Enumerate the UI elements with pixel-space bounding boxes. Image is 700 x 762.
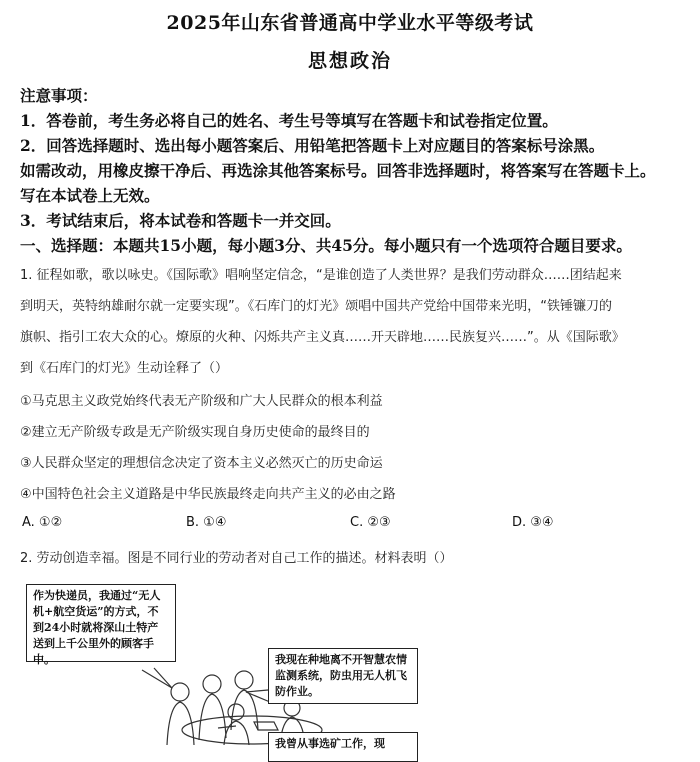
q1-statement: ②建立无产阶级专政是无产阶级实现自身历史使命的最终目的 xyxy=(20,425,370,440)
notice-heading: 注意事项： xyxy=(20,86,98,105)
farmer-speech-bubble: 我现在种地离不开智慧农情监测系统，防虫用无人机飞防作业。 xyxy=(268,648,418,704)
subject-title: 思想政治 xyxy=(307,50,392,72)
notice-line: 2．回答选择题时、选出每小题答案后、用铅笔把答题卡上对应题目的答案标号涂黑。 xyxy=(20,136,605,155)
q1-option-b: B. ①④ xyxy=(186,515,227,530)
exam-title: 2025年山东省普通高中学业水平等级考试 xyxy=(166,12,534,34)
q1-stem-line: 到明天，英特纳雄耐尔就一定要实现”。《石库门的灯光》颂唱中国共产党给中国带来光明，“铁锤镰刀的 xyxy=(20,299,612,314)
q1-statement: ③人民群众坚定的理想信念决定了资本主义必然灭亡的历史命运 xyxy=(20,456,383,471)
notice-line: 写在本试卷上无效。 xyxy=(20,186,160,205)
section-heading: 一、选择题：本题共15小题，每小题3分、共45分。每小题只有一个选项符合题目要求。 xyxy=(20,236,632,255)
miner-speech-bubble: 我曾从事选矿工作，现 xyxy=(268,732,418,762)
q1-option-a: A. ①② xyxy=(22,515,63,530)
notice-line: 1．答卷前，考生务必将自己的姓名、考生号等填写在答题卡和试卷指定位置。 xyxy=(20,111,558,130)
q1-statement: ④中国特色社会主义道路是中华民族最终走向共产主义的必由之路 xyxy=(20,487,396,502)
q1-option-d: D. ③④ xyxy=(512,515,554,530)
q2-stem: 2. 劳动创造幸福。图是不同行业的劳动者对自己工作的描述。材料表明（） xyxy=(20,551,453,566)
q1-stem-line: 旗帜、指引工农大众的心。燎原的火种、闪烁共产主义真……开天辟地……民族复兴……”。从《国际歌》 xyxy=(20,330,625,345)
q1-stem-line: 到《石库门的灯光》生动诠释了（） xyxy=(20,361,229,376)
courier-speech-bubble: 作为快递员，我通过“无人机+航空货运”的方式，不到24小时就将深山土特产送到上千公里外的顾客手中。 xyxy=(26,584,176,662)
notice-line: 3．考试结束后，将本试卷和答题卡一并交回。 xyxy=(20,211,341,230)
q1-stem-line: 1. 征程如歌，歌以咏史。《国际歌》唱响坚定信念，“是谁创造了人类世界？是我们劳动群众……团结起来 xyxy=(20,268,622,283)
q1-statement: ①马克思主义政党始终代表无产阶级和广大人民群众的根本利益 xyxy=(20,394,383,409)
workers-illustration xyxy=(22,580,422,750)
notice-line: 如需改动，用橡皮擦干净后、再选涂其他答案标号。回答非选择题时，将答案写在答题卡上。 xyxy=(20,161,656,180)
q1-option-c: C. ②③ xyxy=(350,515,391,530)
